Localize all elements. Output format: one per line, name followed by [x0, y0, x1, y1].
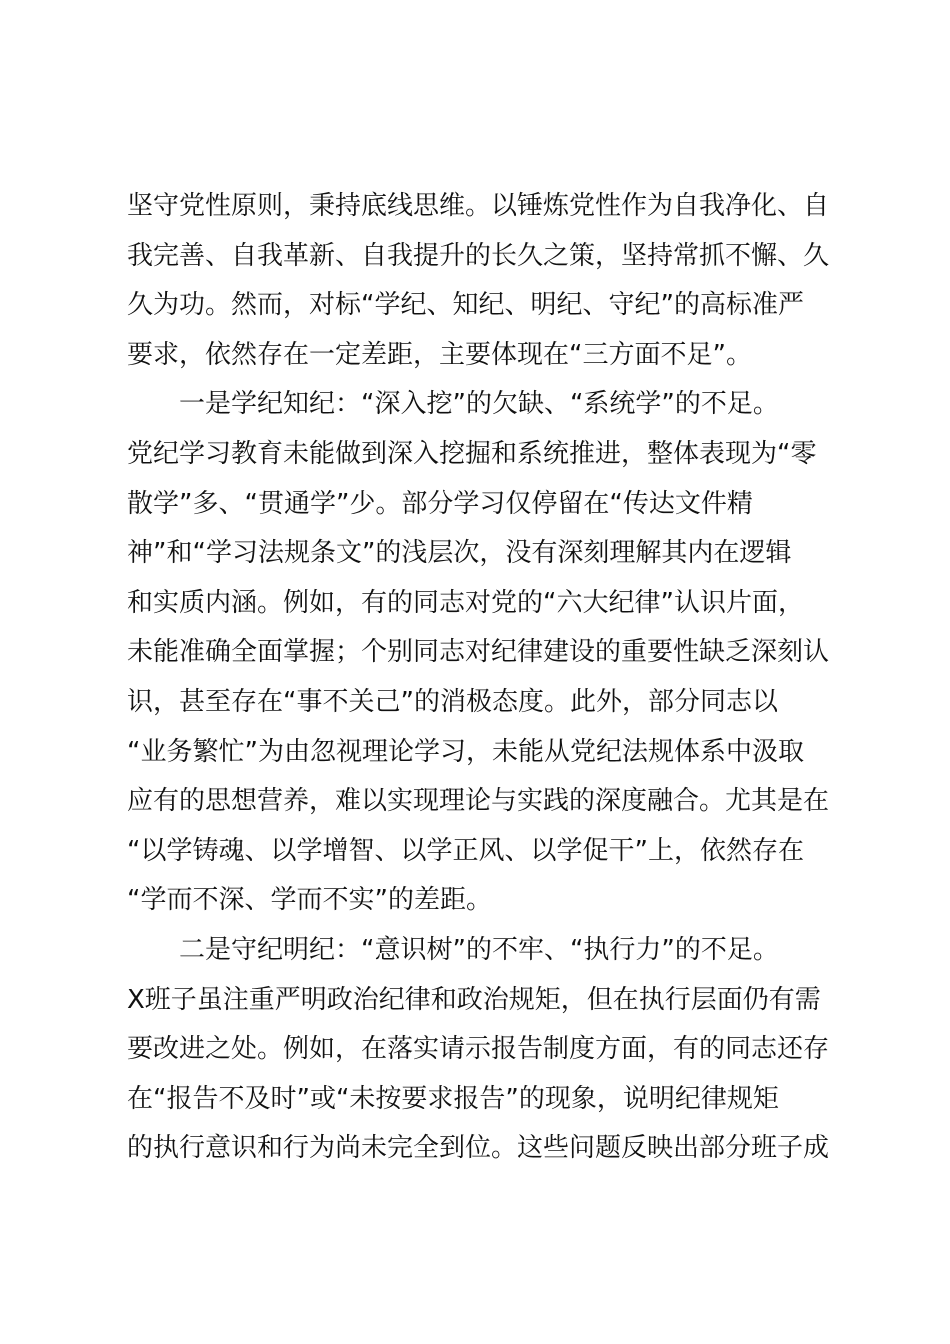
document-body: [127, 182, 847, 1174]
body-line-11: 识，甚至存在“事不关己”的消极态度。此外，部分同志以: [127, 686, 778, 717]
body-line-20: 的执行意识和行为尚未完全到位。这些问题反映出部分班子成: [127, 1133, 830, 1164]
body-line-10: 未能准确全面掌握；个别同志对纪律建设的重要性缺乏深刻认: [127, 637, 830, 668]
body-line-3: 久为功。然而，对标“学纪、知纪、明纪、守纪”的高标准严: [127, 290, 804, 321]
body-line-8: 神”和“学习法规条文”的浅层次，没有深刻理解其内在逻辑: [127, 538, 792, 569]
body-line-4: 要求，依然存在一定差距，主要体现在“三方面不足”。: [127, 339, 752, 370]
body-line-7: 散学”多、“贯通学”少。部分学习仅停留在“传达文件精: [127, 488, 753, 519]
body-line-13: 应有的思想营养，难以实现理论与实践的深度融合。尤其是在: [127, 786, 830, 817]
body-line-18: 要改进之处。例如，在落实请示报告制度方面，有的同志还存: [127, 1034, 830, 1065]
body-line-19: 在“报告不及时”或“未按要求报告”的现象，说明纪律规矩: [127, 1083, 779, 1114]
body-line-17: X班子虽注重严明政治纪律和政治规矩，但在执行层面仍有需: [127, 984, 821, 1015]
body-line-15: “学而不深、学而不实”的差距。: [127, 885, 492, 916]
body-line-14: “以学铸魂、以学增智、以学正风、以学促干”上，依然存在: [127, 835, 804, 866]
body-line-1: 坚守党性原则，秉持底线思维。以锤炼党性作为自我净化、自: [127, 191, 830, 221]
body-line-6: 党纪学习教育未能做到深入挖掘和系统推进，整体表现为“零: [127, 438, 817, 469]
body-line-2: 我完善、自我革新、自我提升的长久之策，坚持常抓不懈、久: [127, 240, 830, 271]
body-line-9: 和实质内涵。例如，有的同志对党的“六大纪律”认识片面，: [127, 587, 804, 618]
section-one-heading: 一是学纪知纪：“深入挖”的欠缺、“系统学”的不足。: [179, 389, 779, 420]
body-line-12: “业务繁忙”为由忽视理论学习，未能从党纪法规体系中汲取: [127, 736, 804, 767]
section-two-heading: 二是守纪明纪：“意识树”的不牢、“执行力”的不足。: [179, 934, 779, 965]
